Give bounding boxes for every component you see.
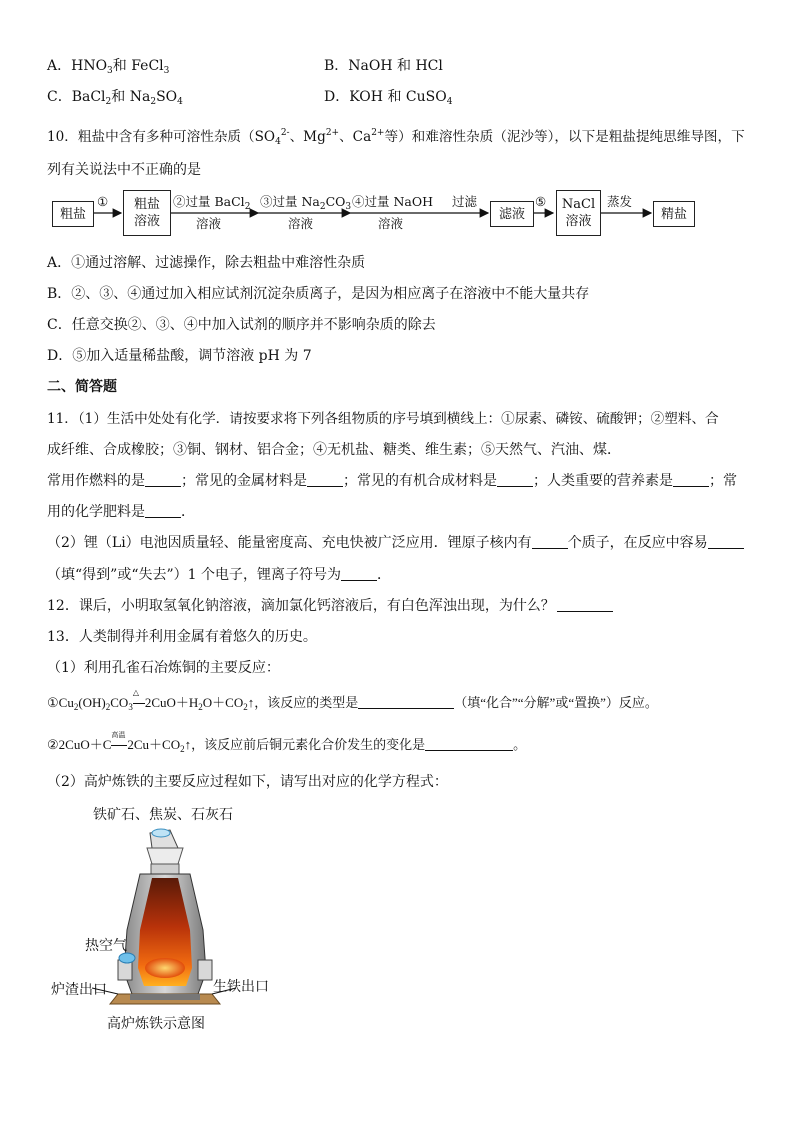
q10-option-c: C．任意交换②、③、④中加入试剂的顺序并不影响杂质的除去 xyxy=(47,317,436,333)
flow-box-refined-salt: 精盐 xyxy=(653,201,695,227)
flow-box-filtrate: 滤液 xyxy=(490,201,534,227)
q13-stem: 13．人类制得并利用金属有着悠久的历史。 xyxy=(47,629,317,645)
figure-top-label: 铁矿石、焦炭、石灰石 xyxy=(93,807,233,823)
flow-box-crude-salt-solution: 粗盐 溶液 xyxy=(123,190,171,236)
flow-step-3-top: ③过量 $Na_2CO_3$ xyxy=(260,194,352,212)
q10-option-b: B．②、③、④通过加入相应试剂沉淀杂质离子，是因为相应离子在溶液中不能大量共存 xyxy=(47,286,590,302)
q10-option-d: D．⑤加入适量稀盐酸，调节溶液 pH 为 7 xyxy=(47,348,312,364)
q11-line6: （填“得到”或“失去”）1 个电子，锂离子符号为 ． xyxy=(47,567,391,583)
q13-reaction-2: ②2CuO＋C 高温 $2Cu+CO_2↑$，该反应前后铜元素化合价发生的变化是 。 xyxy=(47,736,526,758)
q11-line4: 用的化学肥料是 ． xyxy=(47,504,195,520)
flow-step-2-top: ②过量 BaCl$_2$ xyxy=(173,194,251,212)
q11-line1: 11．（1）生活中处处有化学．请按要求将下列各组物质的序号填到横线上：①尿素、磷铵、硫酸钾；②塑料、合 xyxy=(47,411,719,427)
q9-option-d: D．KOH 和 CuSO$_4$ xyxy=(324,89,453,107)
q9-option-b: B．NaOH 和 HCl xyxy=(324,58,443,74)
q9-option-a: A．$HNO_3$和 FeCl$_3$ xyxy=(47,58,170,76)
flow-box-nacl-solution: NaCl 溶液 xyxy=(556,190,601,236)
q10-stem-line2: 列有关说法中不正确的是 xyxy=(47,162,201,178)
q9-option-c: C．BaCl$_2$和 $Na_2SO_4$ xyxy=(47,89,183,107)
flow-step-4-bottom: 溶液 xyxy=(378,216,404,231)
flow-step-1: ① xyxy=(97,194,109,209)
flow-step-4-top: ④过量 NaOH xyxy=(352,194,434,209)
flow-box-crude-salt: 粗盐 xyxy=(52,201,94,227)
flow-step-2-bottom: 溶液 xyxy=(196,216,222,231)
q11-line5: （2）锂（Li）电池因质量轻、能量密度高、充电快被广泛应用．锂原子核内有 个质子，在反应中容易 xyxy=(47,534,744,552)
q10-stem-line1: 10．粗盐中含有多种可溶性杂质（$SO_4^{2-}$、$Mg^{2+}$、$Ca^{2+}$等）和难溶性杂质（泥沙等），以下是粗盐提纯思维导图，下 xyxy=(47,128,745,147)
q13-reaction-1: $①Cu_2(OH)_2CO_3$ △ $2CuO+H_2O+CO_2↑$，该反应的类型是 （填“化合”“分解”或“置换”）反应。 xyxy=(47,694,658,716)
q13-sub2: （2）高炉炼铁的主要反应过程如下，请写出对应的化学方程式： xyxy=(47,774,448,790)
heat-condition: △ xyxy=(132,688,139,697)
figure-pig-iron-outlet-label: 生铁出口 xyxy=(213,979,269,995)
figure-slag-outlet-label: 炉渣出口 xyxy=(51,982,107,998)
high-temp-condition: 高温 xyxy=(111,731,126,739)
q11-line2: 成纤维、合成橡胶；③铜、钢材、铝合金；④无机盐、糖类、维生素；⑤天然气、汽油、煤． xyxy=(47,442,621,458)
flow-step-3-bottom: 溶液 xyxy=(288,216,314,231)
figure-hot-air-label: 热空气 xyxy=(85,938,127,954)
flow-step-7-top: 蒸发 xyxy=(607,194,633,209)
q11-line3: 常用作燃料的是 ；常见的金属材料是 ；常见的有机合成材料是 ；人类重要的营养素是 ；常 xyxy=(47,473,737,489)
section-heading: 二、简答题 xyxy=(47,379,117,395)
q13-sub1: （1）利用孔雀石冶炼铜的主要反应： xyxy=(47,660,280,676)
flow-step-6: ⑤ xyxy=(535,194,547,209)
q12-stem: 12．课后，小明取氢氧化钠溶液，滴加氯化钙溶液后，有白色浑浊出现，为什么？ xyxy=(47,597,613,615)
q10-option-a: A．①通过溶解、过滤操作，除去粗盐中难溶性杂质 xyxy=(47,255,366,271)
flow-step-5-top: 过滤 xyxy=(452,194,478,209)
figure-caption: 高炉炼铁示意图 xyxy=(107,1016,205,1032)
